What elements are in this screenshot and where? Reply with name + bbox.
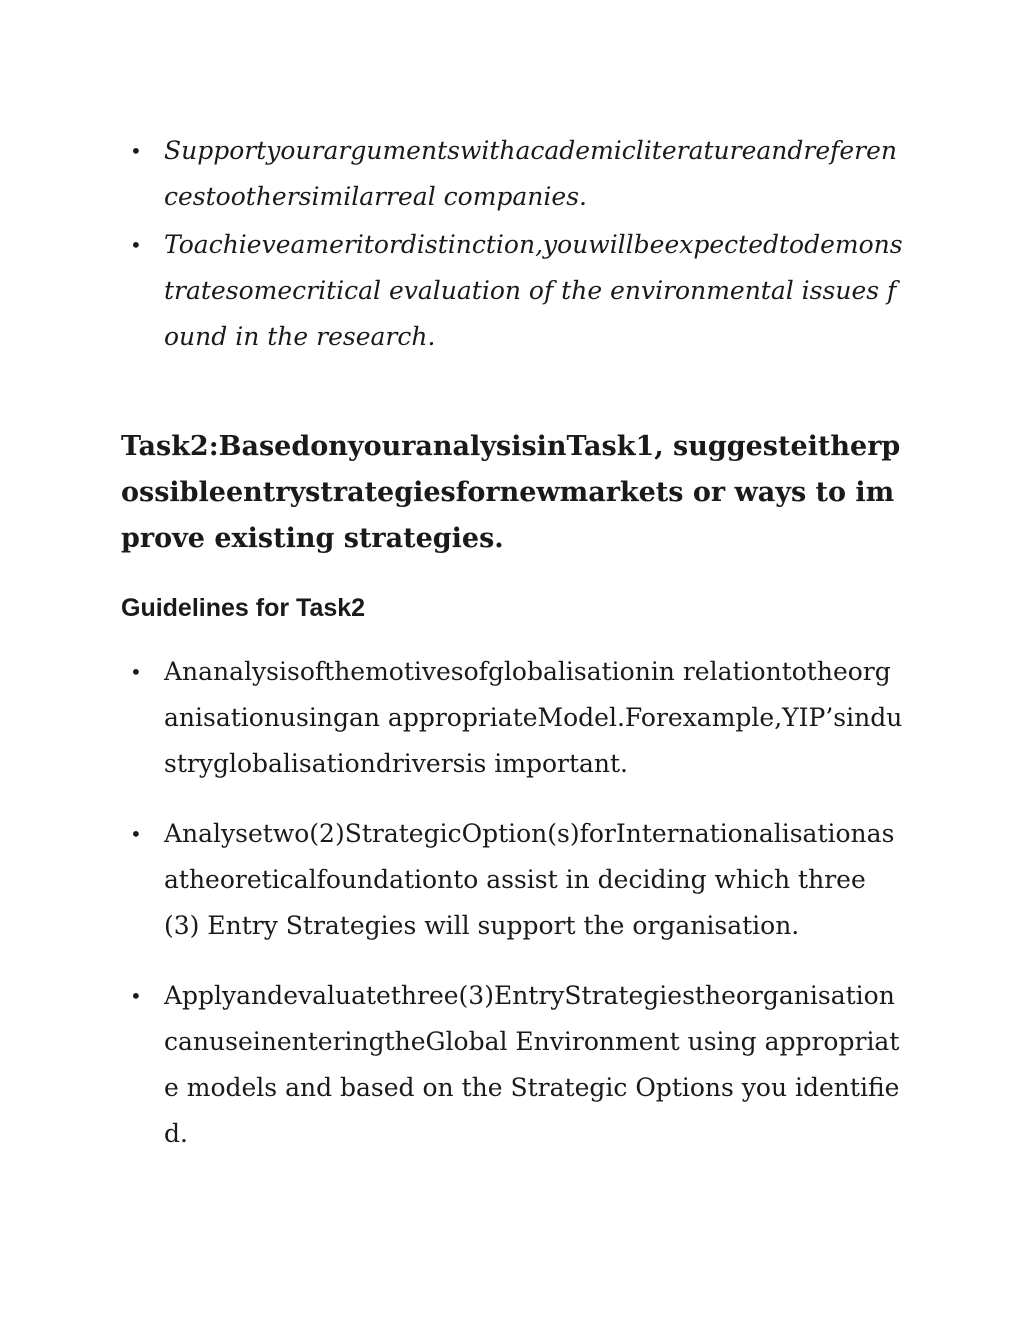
requirements-list — [0, 128, 1024, 360]
list-item-text: Ananalysisofthemotivesofglobalisationin relationtotheorganisationusingan appropriateModel.Forexample,YIP’sindustryglobalisationdriversis important. — [164, 657, 903, 778]
bullet-icon: • — [130, 822, 142, 846]
bullet-icon: • — [130, 660, 142, 684]
list-item — [0, 649, 904, 787]
list-item — [0, 128, 904, 211]
list-item-text: Toachieveameritordistinction,youwillbeexpectedtodemonstratesomecritical evaluation of the environmental issues found in the research. — [164, 230, 903, 351]
list-item — [0, 811, 904, 949]
task2-heading: Task2:BasedonyouranalysisinTask1, suggesteitherpossibleentrystrategiesfornewmarkets or ways to improve existing strategies. — [121, 431, 901, 554]
guidelines-list — [0, 649, 1024, 1181]
guidelines-heading: Guidelines for Task2 — [121, 594, 366, 622]
bullet-icon: • — [130, 984, 142, 1008]
list-item — [0, 973, 904, 1157]
list-item-text: Applyandevaluatethree(3)EntryStrategiestheorganisationcanuseinenteringtheGlobal Environment using appropriate models and based on the Strategic Options you identified. — [164, 981, 900, 1148]
list-item — [0, 222, 904, 360]
bullet-icon: • — [130, 233, 142, 257]
list-item-text: Analysetwo(2)StrategicOption(s)forInternationalisationasatheoreticalfoundationto assist in deciding which three (3) Entry Strategies will support the organisation. — [164, 819, 895, 940]
bullet-icon: • — [130, 139, 142, 163]
list-item-text: Supportyourargumentswithacademicliteratureandreferencestoothersimilarreal companies. — [164, 136, 898, 211]
